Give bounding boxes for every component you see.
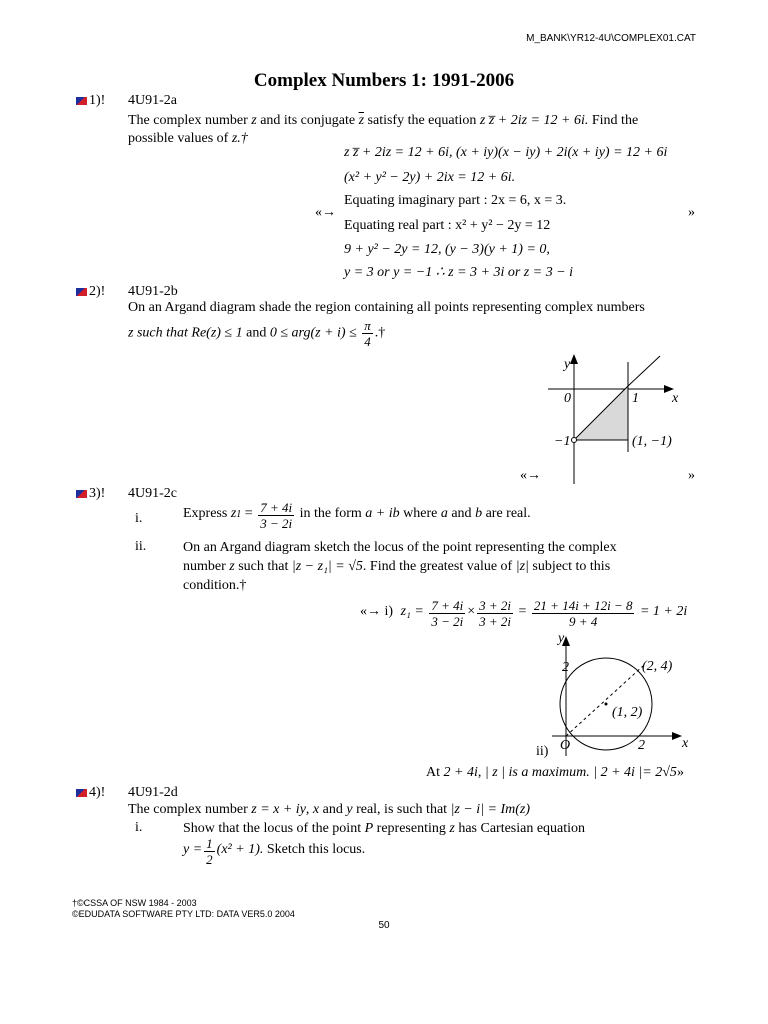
question-2-text-line1: On an Argand diagram shade the region containing all points representing complex numbers — [128, 300, 645, 315]
question-3-number: 3)! — [76, 486, 105, 502]
flag-icon — [76, 789, 87, 797]
solution-3-maximum: At 2 + 4i, | z | is a maximum. | 2 + 4i |= 2√5» — [426, 765, 684, 780]
axis-label-y: y — [558, 632, 565, 646]
question-2-number: 2)! — [76, 284, 105, 300]
solution-3-part-ii-label: ii) — [536, 744, 549, 759]
express-fraction: $\frac{7 + 4i}{3 - 2i}$ — [260, 500, 293, 531]
question-4-equation: y = $\frac{1}{2}$ (x² + 1). Sketch this locus. — [183, 836, 366, 867]
tick-label-y-two: 2 — [562, 660, 569, 675]
question-2-text-line2: z such that Re(z) ≤ 1 and 0 ≤ arg(z + i) ≤ $\frac{\pi}{4}$ .† — [128, 318, 386, 349]
part-ii-label: ii. — [135, 539, 147, 554]
part-ii-text-line2: number z such that |z − z₁| = √5. Find the greatest value of |z| subject to this — [183, 559, 611, 574]
part-ii-text-line1: On an Argand diagram sketch the locus of the point representing the complex — [183, 540, 617, 555]
solution-1-line6: y = 3 or y = −1 ∴ z = 3 + 3i or z = 3 − i — [344, 265, 574, 280]
tick-label-x-two: 2 — [638, 738, 645, 753]
point-label-2-4: (2, 4) — [642, 659, 673, 674]
flag-icon — [76, 288, 87, 296]
solution-close-marker: » — [688, 205, 695, 220]
question-1-code: 4U91-2a — [128, 93, 177, 108]
solution-open-marker: «→ — [315, 205, 336, 220]
question-4-text-line1: The complex number z = x + iy, x and y real, is such that |z − i| = Im(z) — [128, 802, 531, 817]
flag-icon — [76, 97, 87, 105]
axis-label-x: x — [672, 391, 679, 406]
footer-copyright-edudata: ©EDUDATA SOFTWARE PTY LTD: DATA VER5.0 2004 — [72, 909, 295, 919]
solution-3-line1: «→ i) z₁ = $\frac{7 + 4i}{3 - 2i}$ × $\frac{3 + 2i}{3 + 2i}$ = $\frac{21 + 14i + 12i - 8}{9 + 4}$ = 1 + 2i — [360, 598, 688, 629]
point-label: (1, −1) — [632, 434, 672, 449]
tick-label-one: 1 — [632, 391, 639, 406]
page-number: 50 — [378, 920, 390, 931]
question-1-text-line2: possible values of z.† — [128, 131, 248, 146]
solution-1-line4: Equating real part : x² + y² − 2y = 12 — [344, 218, 551, 233]
solution-1-line2: (x² + y² − 2y) + 2ix = 12 + 6i. — [344, 170, 516, 185]
question-1-text-line1: The complex number z and its conjugate $\overline{z}$ satisfy the equation z z̅ + 2iz = 12 + 6i. Find the — [128, 113, 639, 128]
part-i-text: Express z1 = $\frac{7 + 4i}{3 - 2i}$ in the form a + ib where a and b are real. — [183, 500, 531, 531]
argand-diagram-circle — [548, 632, 698, 756]
pi-over-4-fraction: $\frac{\pi}{4}$ — [364, 318, 371, 349]
document-path: M_BANK\YR12-4U\COMPLEX01.CAT — [526, 33, 696, 44]
solution-close-marker: » — [688, 468, 695, 483]
footer-copyright-cssa: †©CSSA OF NSW 1984 - 2003 — [72, 898, 197, 908]
question-1-number: 1)! — [76, 93, 105, 109]
origin-label: 0 — [564, 391, 571, 406]
argand-diagram-region — [540, 352, 680, 484]
solution-open-marker: «→ — [520, 468, 541, 483]
question-4-part-i-text: Show that the locus of the point P representing z has Cartesian equation — [183, 821, 586, 836]
tick-label-minus-one: −1 — [554, 434, 571, 449]
part-ii-text-line3: condition.† — [183, 578, 247, 593]
solution-1-line3: Equating imaginary part : 2x = 6, x = 3. — [344, 193, 567, 208]
flag-icon — [76, 490, 87, 498]
part-i-label: i. — [135, 511, 143, 526]
solution-1-line1: z z̅ + 2iz = 12 + 6i, (x + iy)(x − iy) + 2i(x + iy) = 12 + 6i — [344, 145, 668, 160]
axis-label-y: y — [564, 357, 571, 372]
origin-label: O — [560, 738, 571, 753]
question-4-number: 4)! — [76, 785, 105, 801]
axis-label-x: x — [682, 736, 689, 751]
part-i-label: i. — [135, 820, 143, 835]
question-4-code: 4U91-2d — [128, 785, 178, 800]
page-title: Complex Numbers 1: 1991-2006 — [253, 70, 515, 91]
point-label-1-2: (1, 2) — [612, 705, 643, 720]
question-3-code: 4U91-2c — [128, 486, 177, 501]
question-2-code: 4U91-2b — [128, 284, 178, 299]
solution-1-line5: 9 + y² − 2y = 12, (y − 3)(y + 1) = 0, — [344, 242, 550, 257]
